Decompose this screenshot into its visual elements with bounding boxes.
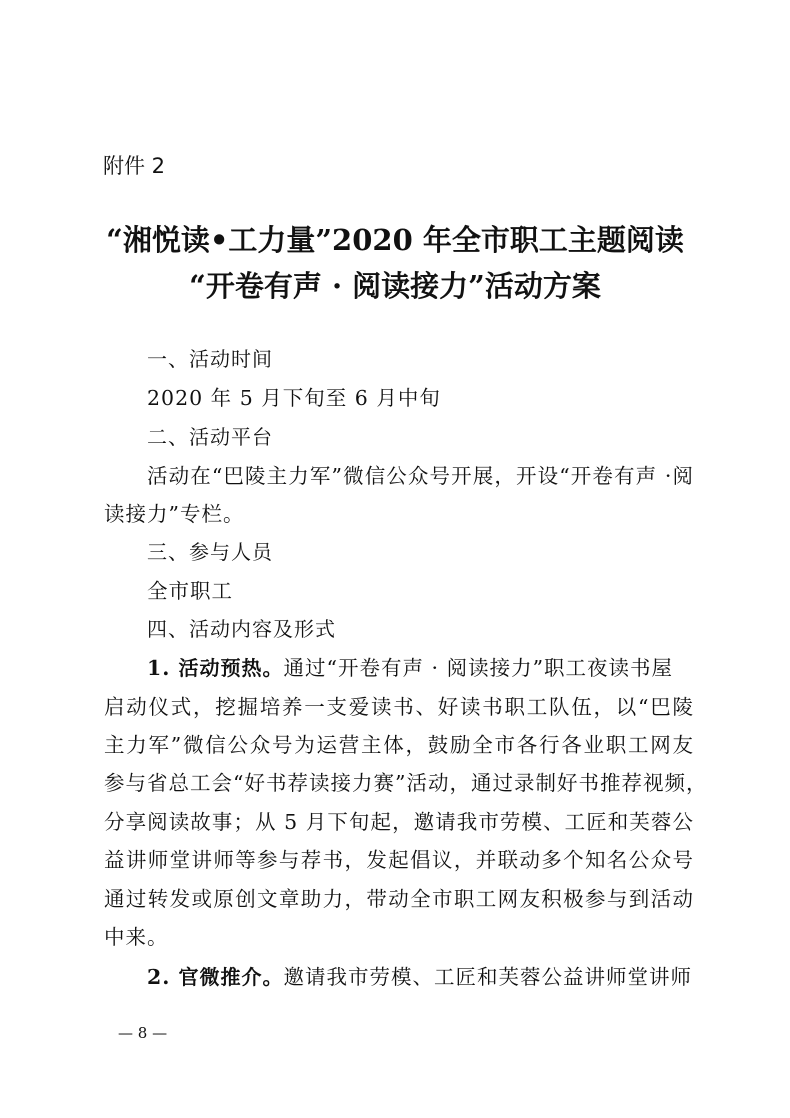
paragraph-1-line-6: 益讲师堂讲师等参与荐书，发起倡议，并联动多个知名公众号 — [104, 848, 694, 872]
section-heading-time: 一、活动时间 — [147, 347, 273, 371]
paragraph-2-lead: 官微推介。 — [178, 965, 284, 989]
paragraph-1-line-7: 通过转发或原创文章助力，带动全市职工网友积极参与到活动 — [104, 887, 694, 911]
paragraph-1-line-5: 分享阅读故事；从 5 月下旬起，邀请我市劳模、工匠和芙蓉公 — [104, 810, 694, 834]
paragraph-1-line-8: 中来。 — [104, 925, 169, 949]
section-body-platform-line-2: 读接力”专栏。 — [104, 502, 245, 526]
paragraph-2-line-1 — [147, 960, 694, 990]
section-body-platform-line-1: 活动在“巴陵主力军”微信公众号开展，开设“开卷有声 ·阅 — [147, 464, 694, 488]
section-body-time: 2020 年 5 月下旬至 6 月中旬 — [147, 386, 441, 410]
paragraph-1-number: 1. — [147, 656, 179, 680]
section-heading-participants: 三、参与人员 — [147, 540, 273, 564]
attachment-label: 附件 2 — [103, 154, 166, 178]
section-heading-platform: 二、活动平台 — [147, 425, 273, 449]
paragraph-1-line-1 — [147, 651, 694, 681]
section-heading-content: 四、活动内容及形式 — [147, 617, 336, 641]
paragraph-1-line-4: 参与省总工会“好书荐读接力赛”活动，通过录制好书推荐视频， — [104, 771, 708, 795]
paragraph-2-number: 2. — [147, 965, 179, 989]
paragraph-1-line-1-text: 通过“开卷有声 · 阅读接力”职工夜读书屋 — [283, 656, 674, 680]
paragraph-1-line-2: 启动仪式，挖掘培养一支爱读书、好读书职工队伍，以“巴陵 — [104, 695, 694, 719]
paragraph-1-lead: 活动预热。 — [178, 656, 284, 680]
paragraph-1-line-3: 主力军”微信公众号为运营主体，鼓励全市各行各业职工网友 — [104, 733, 694, 757]
document-title-line-1: “湘悦读•工力量”2020 年全市职工主题阅读 — [106, 223, 684, 257]
section-body-participants: 全市职工 — [147, 579, 233, 603]
page-number: — 8 — — [118, 1024, 168, 1042]
document-title-line-2: “开卷有声 · 阅读接力”活动方案 — [189, 269, 601, 303]
paragraph-2-line-1-text: 邀请我市劳模、工匠和芙蓉公益讲师堂讲师 — [283, 965, 693, 989]
